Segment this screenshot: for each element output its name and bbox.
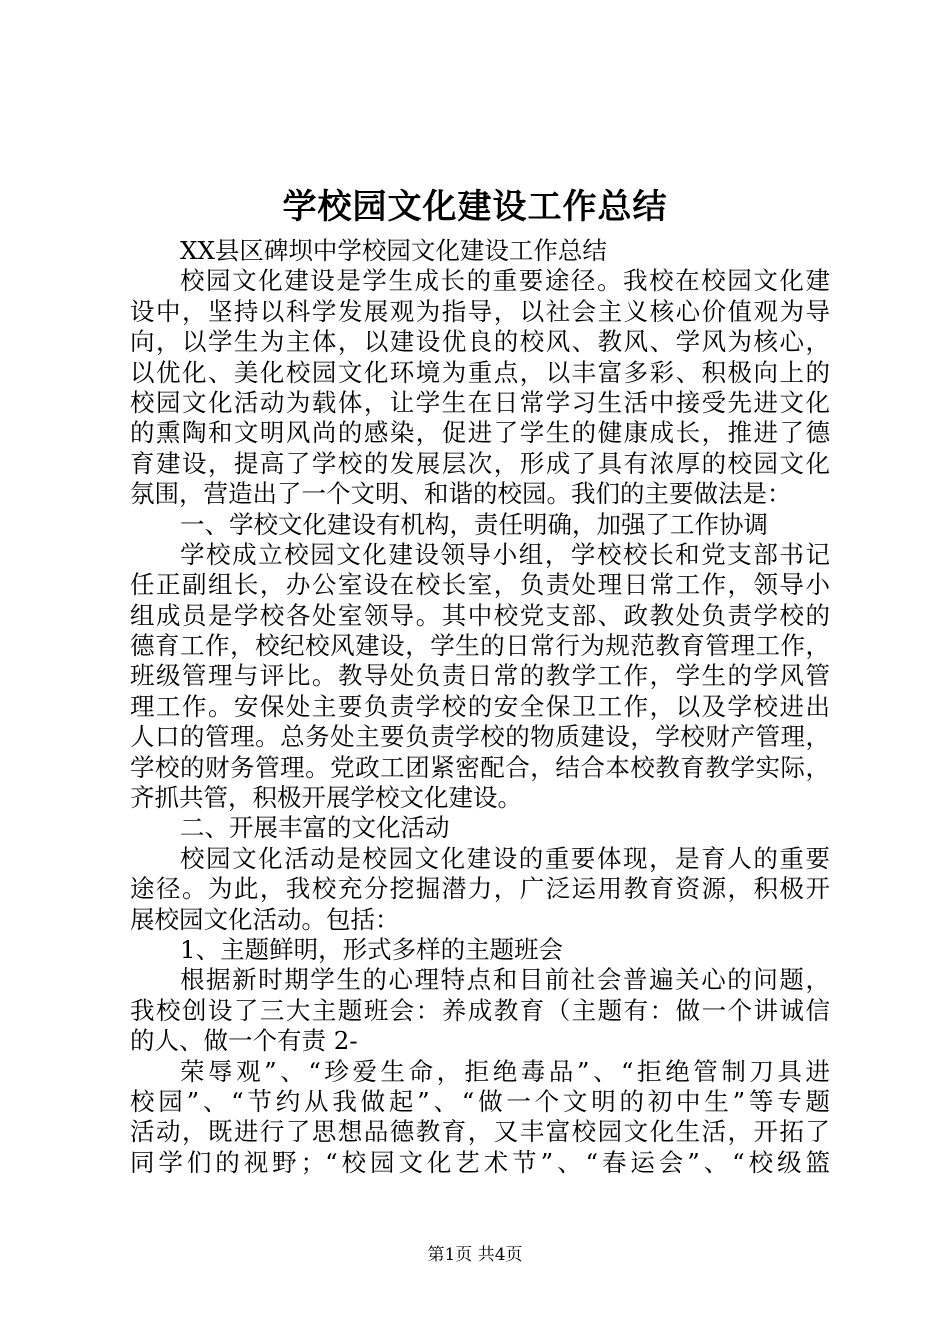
subtitle-line: XX县区碑坝中学校园文化建设工作总结	[180, 236, 607, 265]
paragraph-line: 校园文化活动为载体，让学生在日常学习生活中接受先进文化	[130, 387, 830, 417]
paragraph-line: 德育工作，校纪校风建设，学生的日常行为规范教育管理工作，	[130, 631, 830, 661]
page-number-footer: 第1页 共4页	[427, 1245, 523, 1265]
paragraph-line: 我校创设了三大主题班会：养成教育（主题有：做一个讲诚信	[130, 995, 830, 1025]
paragraph-line: 齐抓共管，积极开展学校文化建设。	[130, 783, 522, 813]
paragraph-line: 以优化、美化校园文化环境为重点，以丰富多彩、积极向上的	[130, 357, 830, 387]
paragraph-line: 的人、做一个有责 2-	[130, 1026, 358, 1056]
paragraph-line: 班级管理与评比。教导处负责日常的教学工作，学生的学风管	[130, 661, 830, 691]
paragraph-line: 展校园文化活动。包括：	[130, 904, 400, 934]
paragraph-line: 组成员是学校各处室领导。其中校党支部、政教处负责学校的	[130, 600, 830, 630]
section-heading: 二、开展丰富的文化活动	[180, 813, 450, 843]
section-heading: 一、学校文化建设有机构，责任明确，加强了工作协调	[180, 509, 768, 539]
paragraph-line: 途径。为此，我校充分挖掘潜力，广泛运用教育资源，积极开	[130, 874, 830, 904]
paragraph-line: 向，以学生为主体，以建设优良的校风、教风、学风为核心，	[130, 327, 830, 357]
paragraph-line: 同学们的视野；“校园文化艺术节”、“春运会”、“校级篮	[130, 1147, 830, 1177]
paragraph-line: 理工作。安保处主要负责学校的安全保卫工作，以及学校进出	[130, 691, 830, 721]
paragraph-line: 人口的管理。总务处主要负责学校的物质建设，学校财产管理，	[130, 722, 830, 752]
paragraph-line: 荣辱观”、“珍爱生命，拒绝毒品”、“拒绝管制刀具进	[180, 1056, 830, 1086]
paragraph-line: 任正副组长，办公室设在校长室，负责处理日常工作，领导小	[130, 570, 830, 600]
paragraph-line: 校园”、“节约从我做起”、“做一个文明的初中生”等专题	[130, 1086, 830, 1116]
paragraph-line: 根据新时期学生的心理特点和目前社会普遍关心的问题，	[180, 965, 830, 995]
paragraph-line: 氛围，营造出了一个文明、和谐的校园。我们的主要做法是：	[130, 479, 792, 509]
paragraph-line: 的熏陶和文明风尚的感染，促进了学生的健康成长，推进了德	[130, 418, 830, 448]
document-title: 学校园文化建设工作总结	[282, 187, 668, 227]
paragraph-line: 设中，坚持以科学发展观为指导，以社会主义核心价值观为导	[130, 296, 830, 326]
paragraph-line: 校园文化活动是校园文化建设的重要体现，是育人的重要	[180, 843, 830, 873]
paragraph-line: 育建设，提高了学校的发展层次，形成了具有浓厚的校园文化	[130, 448, 830, 478]
paragraph-line: 校园文化建设是学生成长的重要途径。我校在校园文化建	[180, 266, 830, 296]
document-body	[130, 236, 830, 1178]
paragraph-line: 学校成立校园文化建设领导小组，学校校长和党支部书记	[180, 539, 830, 569]
paragraph-line: 学校的财务管理。党政工团紧密配合，结合本校教育教学实际，	[130, 752, 830, 782]
subsection-heading: 1、主题鲜明，形式多样的主题班会	[180, 934, 564, 964]
paragraph-line: 活动，既进行了思想品德教育，又丰富校园文化生活，开拓了	[130, 1117, 830, 1147]
